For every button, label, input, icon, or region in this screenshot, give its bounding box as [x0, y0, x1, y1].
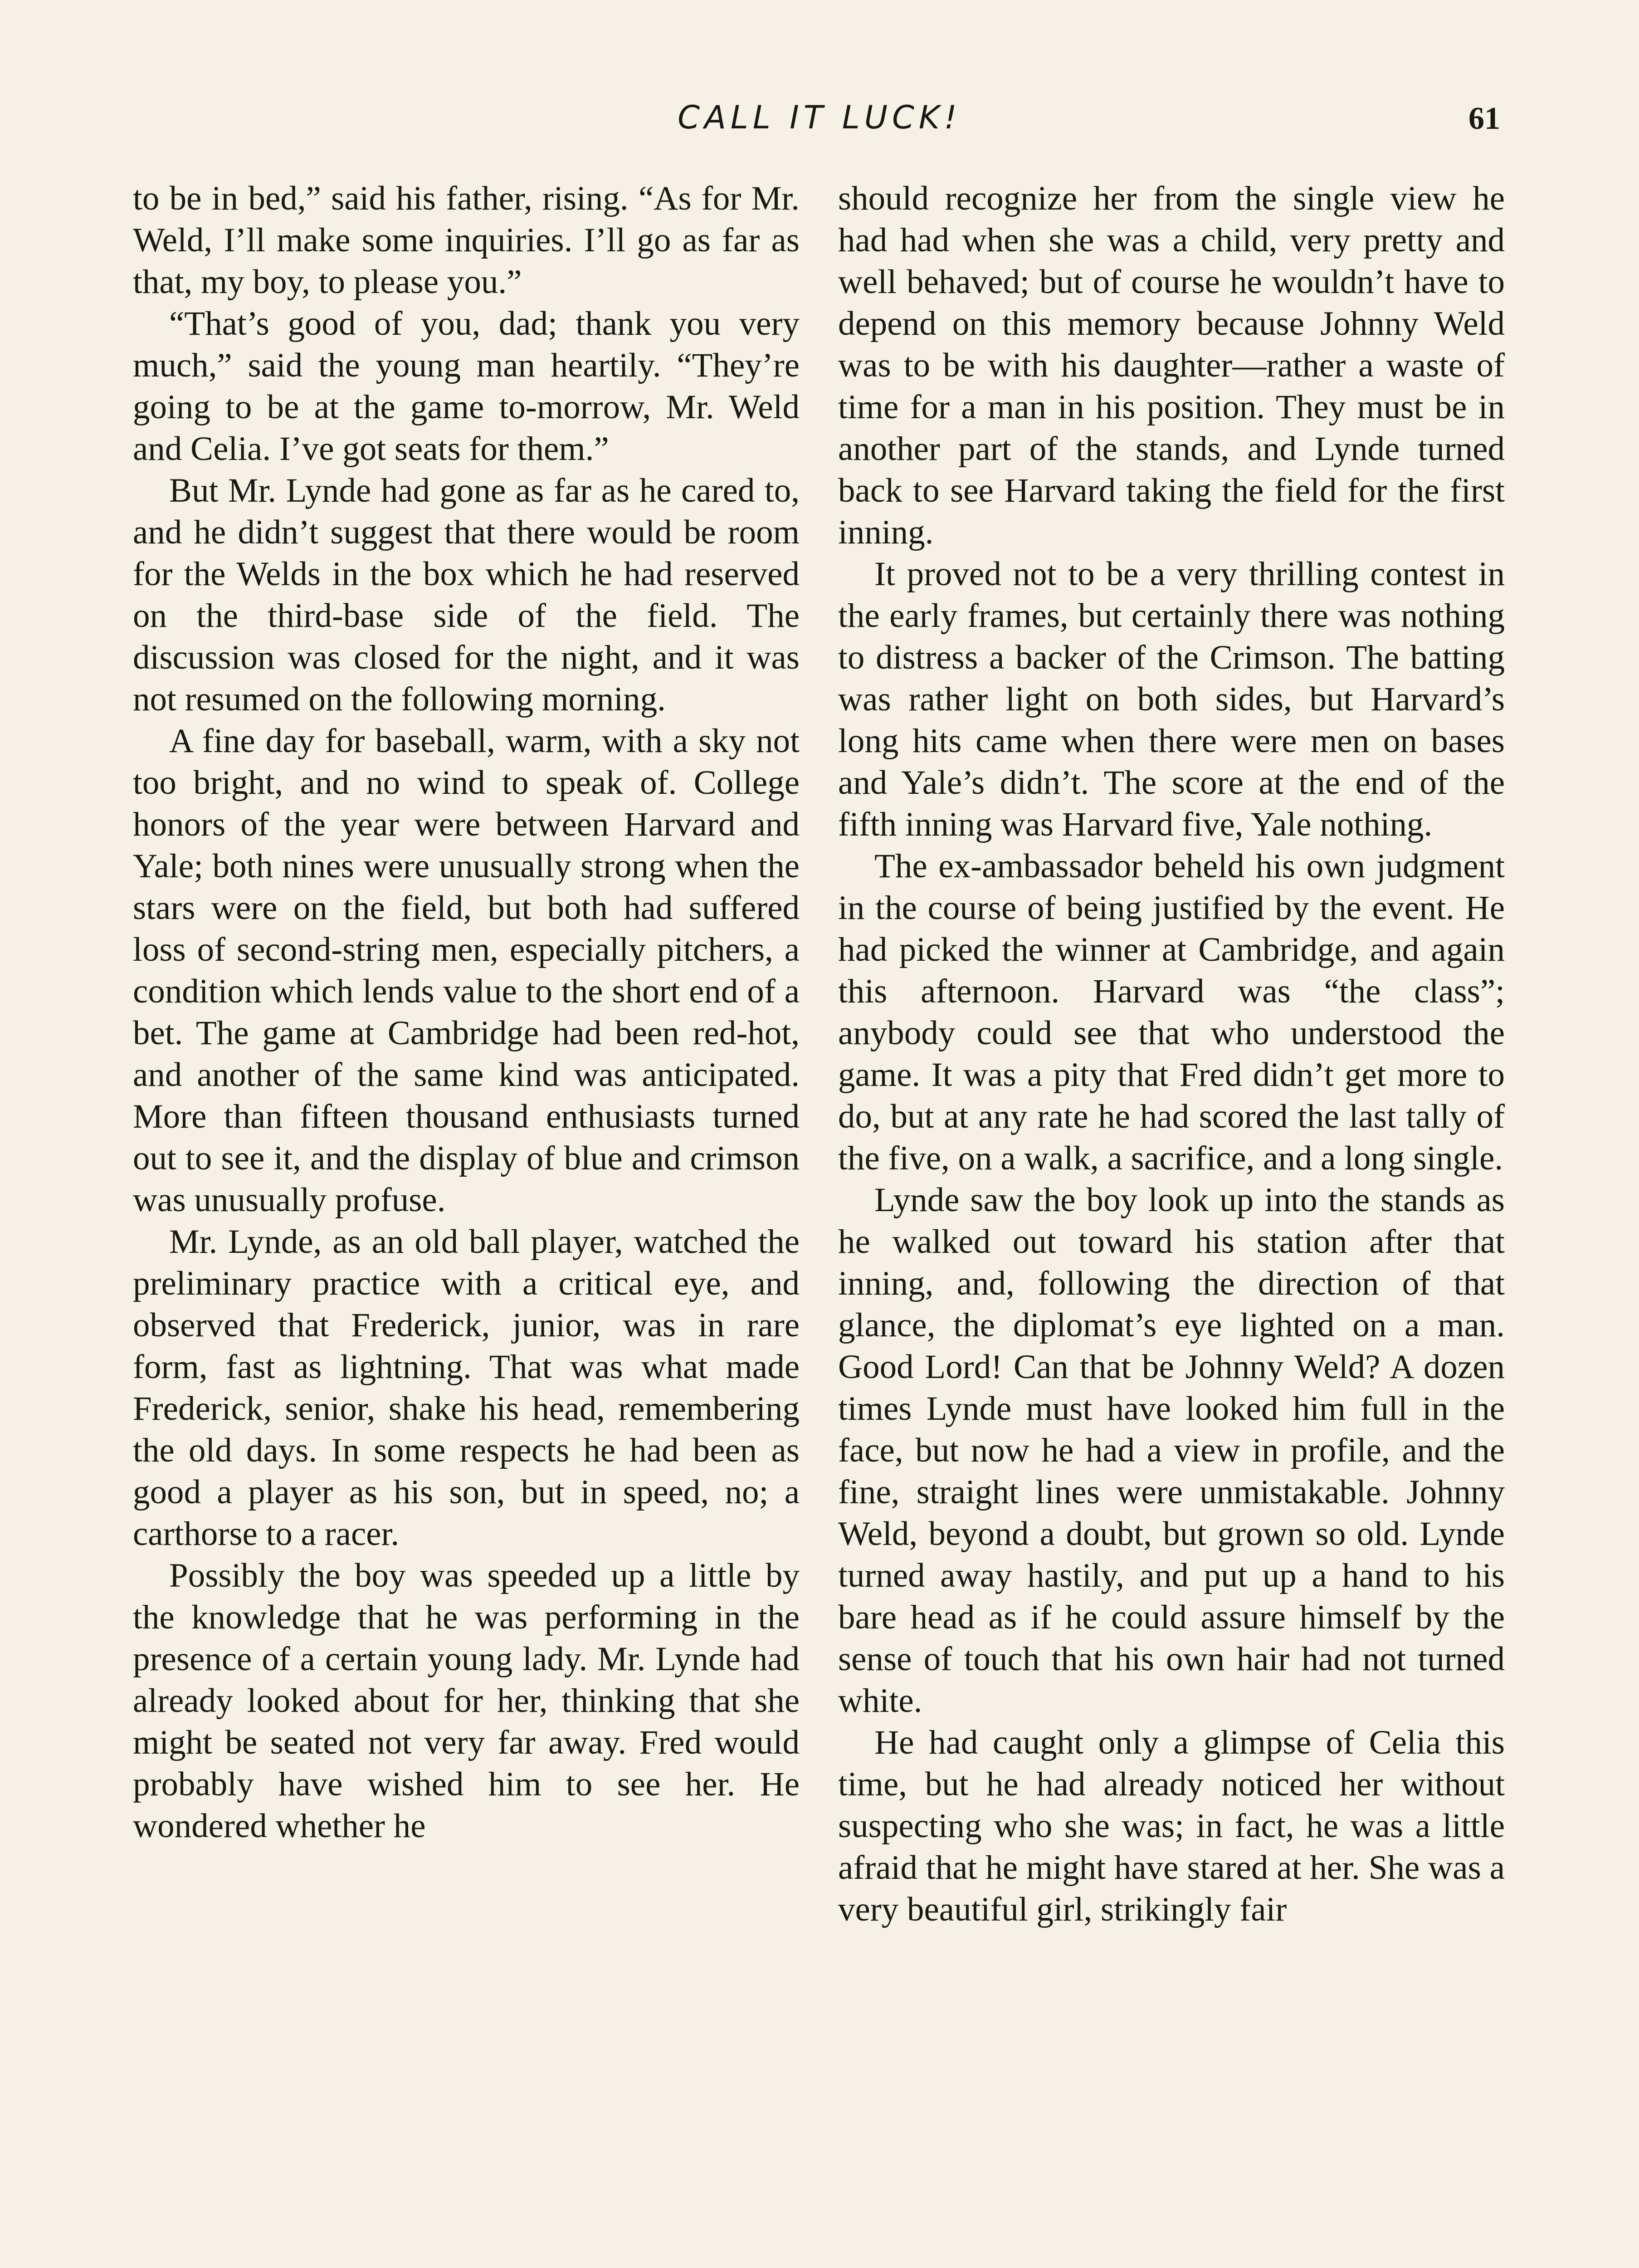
paragraph: But Mr. Lynde had gone as far as he cared to, and he didn’t suggest that there would be room for the Welds in the box which he had reserved on the third-base side of the field. The discussion was closed for the night, and it was not resumed on the following morning. — [133, 472, 800, 718]
paragraph: It proved not to be a very thrilling contest in the early frames, but certainly there was nothing to distress a backer of the Crimson. The batting was rather light on both sides, but Harvard’s long hits came when there were men on bases and Yale’s didn’t. The score at the end of the fifth inning was Harvard five, Yale nothing. — [838, 555, 1505, 843]
paragraph: The ex-ambassador beheld his own judgment in the course of being justified by the event. He had picked the winner at Cambridge, and again this afternoon. Harvard was “the class”; anybody could see that who understood the game. It was a pity that Fred didn’t get more to do, but at any rate he had scored the last tally of the five, on a walk, a sacrifice, and a long single. — [838, 847, 1505, 1177]
paragraph: A fine day for baseball, warm, with a sky not too bright, and no wind to speak of. College honors of the year were between Harvard and Yale; both nines were unusually strong when the stars were on the field, but both had suffered loss of second-string men, especially pitchers, a condition which lends value to the short end of a bet. The game at Cambridge had been red-hot, and another of the same kind was anticipated. More than fifteen thousand enthusiasts turned out to see it, and the display of blue and crimson was unusually profuse. — [133, 722, 800, 1219]
paragraph: “That’s good of you, dad; thank you very much,” said the young man heartily. “They’re going to be at the game to-morrow, Mr. Weld and Celia. I’ve got seats for them.” — [133, 305, 800, 468]
paragraph: to be in bed,” said his father, rising. “As for Mr. Weld, I’ll make some inquiries. I’ll go as far as that, my boy, to please you.” — [133, 180, 800, 301]
paragraph: He had caught only a glimpse of Celia this time, but he had already noticed her without suspecting who she was; in fact, he was a little afraid that he might have stared at her. She was a very beautiful girl, strikingly fair — [838, 1724, 1505, 1928]
paragraph: Lynde saw the boy look up into the stands as he walked out toward his station after that inning, and, following the direction of that glance, the diplomat’s eye lighted on a man. Good Lord! Can that be Johnny Weld? A dozen times Lynde must have looked him full in the face, but now he had a view in profile, and the fine, straight lines were unmistakable. Johnny Weld, beyond a doubt, but grown so old. Lynde turned away hastily, and put up a hand to his bare head as if he could assure himself by the sense of touch that his own hair had not turned white. — [838, 1181, 1505, 1720]
right-column — [838, 178, 1505, 1931]
running-title: CALL IT LUCK! — [678, 99, 961, 136]
paragraph: Possibly the boy was speeded up a little by the knowledge that he was performing in the presence of a certain young lady. Mr. Lynde had already looked about for her, thinking that she might be seated not very far away. Fred would probably have wished him to see her. He wondered whether he — [133, 1557, 800, 1845]
paragraph: should recognize her from the single view he had had when she was a child, very pretty and well behaved; but of course he wouldn’t have to depend on this memory because Johnny Weld was to be with his daughter—rather a waste of time for a man in his position. They must be in another part of the stands, and Lynde turned back to see Harvard taking the field for the first inning. — [838, 180, 1505, 551]
left-column — [133, 178, 800, 1847]
page-number: 61 — [1468, 101, 1500, 136]
paragraph: Mr. Lynde, as an old ball player, watched the preliminary practice with a critical eye, and observed that Frederick, junior, was in rare form, fast as lightning. That was what made Frederick, senior, shake his head, remembering the old days. In some respects he had been as good a player as his son, but in speed, no; a carthorse to a racer. — [133, 1223, 800, 1553]
